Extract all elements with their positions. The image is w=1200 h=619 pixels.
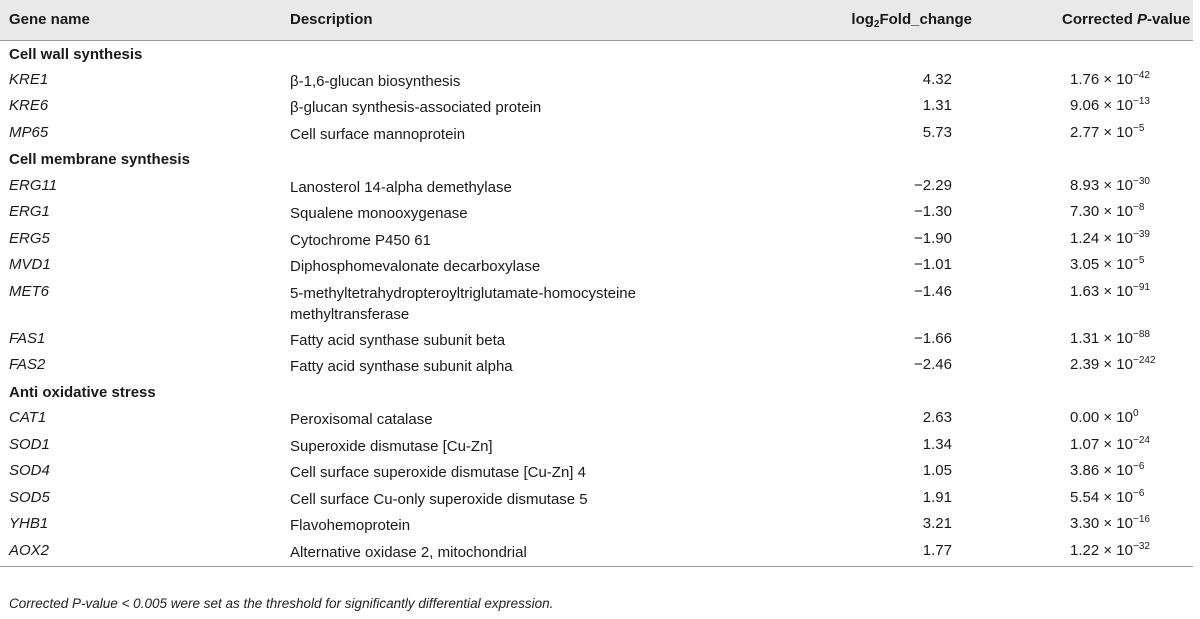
description-line: Flavohemoprotein — [290, 517, 411, 534]
table-row — [0, 120, 1193, 147]
pvalue-exponent: −8 — [1132, 202, 1145, 213]
table-body — [0, 40, 1193, 566]
section-row — [0, 40, 1193, 67]
description-line: Fatty acid synthase subunit beta — [290, 331, 506, 349]
pvalue-cell — [1020, 252, 1193, 279]
table-row — [0, 485, 1193, 512]
pvalue-mantissa: 0.00 × 10 — [1070, 409, 1133, 426]
pvalue-exponent: −242 — [1132, 355, 1156, 366]
pvalue-cell — [1020, 352, 1193, 379]
header-corrected-pvalue — [1020, 0, 1193, 40]
description-cell — [280, 279, 761, 326]
pvalue-cell — [1020, 405, 1193, 432]
section-row — [0, 146, 1193, 173]
table-header — [0, 0, 1193, 40]
header-pvalue-p: P — [1137, 11, 1148, 29]
table-row — [0, 405, 1193, 432]
pvalue-cell — [1020, 226, 1193, 253]
description-cell — [280, 226, 761, 253]
pvalue-mantissa: 2.77 × 10 — [1070, 123, 1133, 141]
description-line-2: methyltransferase — [290, 305, 410, 323]
header-description: Description — [280, 0, 761, 40]
pvalue-cell — [1020, 173, 1193, 200]
description-cell — [280, 432, 761, 459]
table-row — [0, 432, 1193, 459]
fold-change-cell: 1.91 — [922, 488, 952, 506]
table-footnote: Corrected P-value < 0.005 were set as the threshold for significantly differential expression. — [9, 596, 554, 611]
fold-change-cell: 2.63 — [922, 409, 952, 426]
fold-change-cell: −2.29 — [914, 176, 952, 194]
gene-name-cell: KRE1 — [9, 70, 49, 88]
pvalue-mantissa: 9.06 × 10 — [1070, 97, 1133, 114]
description-cell — [280, 93, 761, 120]
pvalue-mantissa: 8.93 × 10 — [1070, 176, 1133, 194]
pvalue-mantissa: 1.22 × 10 — [1070, 541, 1133, 559]
fold-change-cell: 3.21 — [922, 515, 952, 532]
gene-name-cell: ERG11 — [9, 176, 58, 194]
description-line: Fatty acid synthase subunit alpha — [290, 358, 513, 375]
description-line: Superoxide dismutase [Cu-Zn] — [290, 437, 493, 455]
pvalue-cell — [1020, 279, 1193, 326]
fold-change-cell: 1.77 — [761, 538, 1020, 567]
pvalue-mantissa: 1.07 × 10 — [1070, 435, 1133, 453]
pvalue-exponent: −6 — [1132, 487, 1145, 499]
header-pvalue-pre: Corrected — [1062, 11, 1138, 29]
pvalue-exponent: −6 — [1132, 461, 1145, 472]
description-line: Cell surface mannoprotein — [290, 125, 466, 143]
pvalue-mantissa: 3.05 × 10 — [1070, 256, 1133, 273]
pvalue-exponent: −13 — [1132, 96, 1150, 107]
description-line: Squalene monooxygenase — [290, 205, 468, 222]
description-line: Lanosterol 14-alpha demethylase — [290, 178, 512, 196]
pvalue-cell — [1020, 432, 1193, 459]
description-line: Alternative oxidase 2, mitochondrial — [290, 543, 527, 561]
gene-name-cell: YHB1 — [9, 515, 49, 532]
fold-change-cell: 1.34 — [922, 435, 952, 453]
pvalue-exponent: −42 — [1132, 69, 1150, 81]
description-cell — [280, 173, 761, 200]
fold-change-cell: −1.66 — [914, 329, 952, 347]
gene-name-cell: FAS1 — [9, 329, 46, 347]
header-gene-name: Gene name — [0, 0, 280, 40]
table-row — [0, 173, 1193, 200]
header-row — [0, 0, 1193, 40]
description-line: 5-methyltetrahydropteroyltriglutamate-homocysteine — [290, 284, 636, 302]
pvalue-exponent: −16 — [1132, 514, 1150, 525]
gene-name-cell: MET6 — [9, 282, 50, 300]
description-line: β-glucan synthesis-associated protein — [290, 99, 542, 116]
fold-change-cell: 1.05 — [922, 462, 952, 479]
fold-change-cell: 4.32 — [922, 70, 952, 88]
header-fold-change-rest: Fold_change — [879, 11, 972, 29]
pvalue-mantissa: 5.54 × 10 — [1070, 488, 1133, 506]
pvalue-cell — [1020, 93, 1193, 120]
fold-change-cell: −1.90 — [914, 229, 952, 247]
pvalue-cell — [1020, 538, 1193, 567]
pvalue-exponent: −32 — [1132, 540, 1150, 552]
fold-change-cell: 1.31 — [922, 97, 952, 114]
pvalue-mantissa: 7.30 × 10 — [1070, 203, 1133, 220]
pvalue-exponent: −5 — [1132, 255, 1145, 266]
description-cell — [280, 511, 761, 538]
table-row — [0, 458, 1193, 485]
fold-change-cell: −1.46 — [914, 282, 952, 300]
description-cell — [280, 485, 761, 512]
description-cell — [280, 199, 761, 226]
header-fold-change — [761, 0, 1020, 40]
gene-name-cell: MVD1 — [9, 256, 51, 273]
table-row — [0, 199, 1193, 226]
table-row — [0, 252, 1193, 279]
gene-name-cell: KRE6 — [9, 97, 49, 114]
pvalue-cell — [1020, 67, 1193, 94]
table-row — [0, 326, 1193, 353]
description-cell — [280, 405, 761, 432]
description-cell — [280, 252, 761, 279]
pvalue-exponent: 0 — [1132, 408, 1139, 419]
pvalue-mantissa: 1.76 × 10 — [1070, 70, 1133, 88]
gene-name-cell: FAS2 — [9, 356, 46, 373]
description-line: β-1,6-glucan biosynthesis — [290, 72, 461, 90]
description-cell — [280, 326, 761, 353]
gene-name-cell: SOD1 — [9, 435, 50, 453]
pvalue-cell — [1020, 326, 1193, 353]
gene-name-cell: ERG5 — [9, 229, 50, 247]
fold-change-cell: −1.30 — [914, 203, 952, 220]
table-row — [0, 511, 1193, 538]
table-row — [0, 352, 1193, 379]
pvalue-exponent: −39 — [1132, 228, 1150, 240]
fold-change-cell: 5.73 — [922, 123, 952, 141]
description-line: Cytochrome P450 61 — [290, 231, 431, 249]
fold-change-cell: −1.01 — [914, 256, 952, 273]
pvalue-mantissa: 3.86 × 10 — [1070, 462, 1133, 479]
description-line: Cell surface Cu-only superoxide dismutase 5 — [290, 490, 588, 508]
gene-name-cell: SOD4 — [9, 462, 50, 479]
gene-name-cell: CAT1 — [9, 409, 47, 426]
description-line: Cell surface superoxide dismutase [Cu-Zn] 4 — [290, 464, 586, 481]
pvalue-exponent: −30 — [1132, 175, 1150, 187]
gene-name-cell: MP65 — [9, 123, 49, 141]
section-title: Cell wall synthesis — [9, 45, 143, 63]
pvalue-mantissa: 1.63 × 10 — [1070, 282, 1133, 300]
description-cell — [280, 352, 761, 379]
section-row — [0, 379, 1193, 406]
pvalue-cell — [1020, 199, 1193, 226]
pvalue-exponent: −91 — [1132, 281, 1150, 293]
header-fold-change-log: log — [851, 11, 874, 29]
table-row — [0, 226, 1193, 253]
pvalue-mantissa: 1.24 × 10 — [1070, 229, 1133, 247]
pvalue-cell — [1020, 120, 1193, 147]
pvalue-cell — [1020, 485, 1193, 512]
table-row — [0, 93, 1193, 120]
description-line: Peroxisomal catalase — [290, 411, 433, 428]
pvalue-cell — [1020, 458, 1193, 485]
pvalue-cell — [1020, 511, 1193, 538]
gene-name-cell: SOD5 — [9, 488, 50, 506]
section-title: Anti oxidative stress — [9, 383, 156, 401]
description-cell — [280, 67, 761, 94]
description-cell — [280, 538, 761, 567]
gene-name-cell: ERG1 — [9, 203, 50, 220]
fold-change-cell: −2.46 — [914, 356, 952, 373]
description-cell — [280, 120, 761, 147]
pvalue-mantissa: 2.39 × 10 — [1070, 356, 1133, 373]
pvalue-exponent: −88 — [1132, 328, 1150, 340]
pvalue-exponent: −5 — [1132, 122, 1145, 134]
pvalue-exponent: −24 — [1132, 434, 1150, 446]
header-pvalue-post: -value — [1147, 11, 1191, 29]
pvalue-mantissa: 3.30 × 10 — [1070, 515, 1133, 532]
section-title: Cell membrane synthesis — [9, 151, 190, 168]
table-row — [0, 279, 1193, 326]
table-row — [0, 67, 1193, 94]
description-cell — [280, 458, 761, 485]
pvalue-mantissa: 1.31 × 10 — [1070, 329, 1133, 347]
gene-name-cell: AOX2 — [0, 538, 280, 567]
description-line: Diphosphomevalonate decarboxylase — [290, 258, 541, 275]
header-fold-change-sub: 2 — [873, 19, 880, 31]
table-row — [0, 538, 1193, 567]
